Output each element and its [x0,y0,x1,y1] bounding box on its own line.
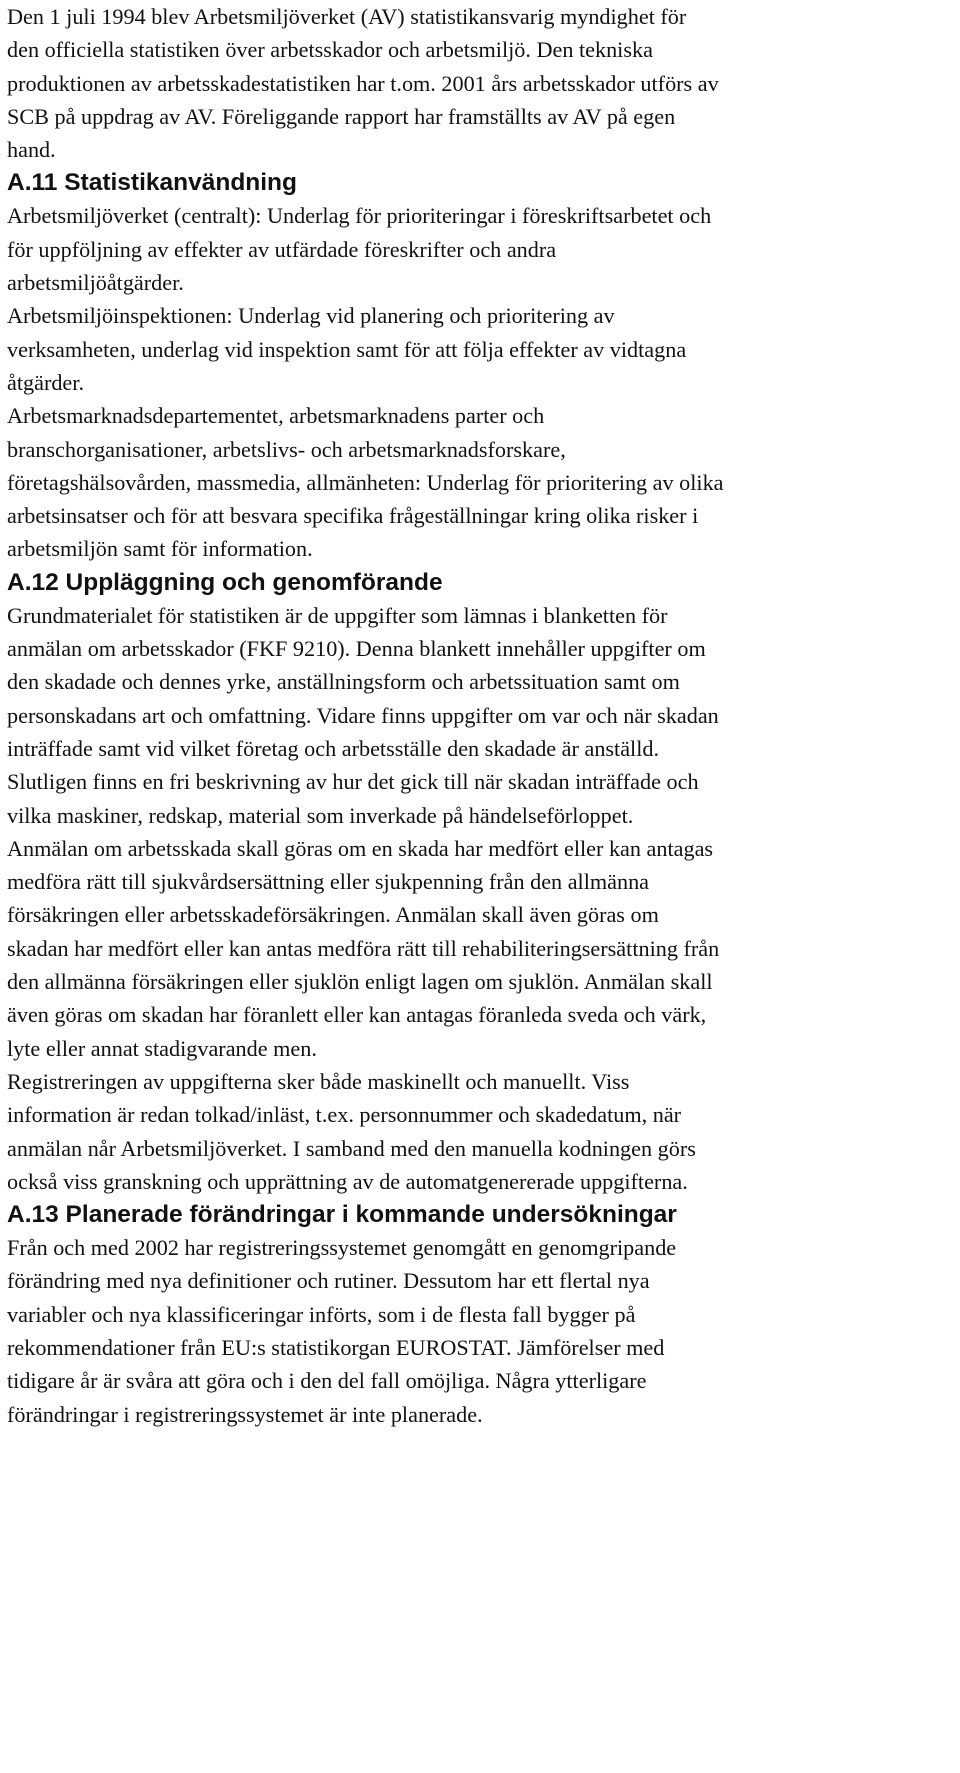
paragraph-fran-och-med-2002: Från och med 2002 har registreringssystemet genomgått en genomgripande förändring med nya definitioner och rutiner. Dessutom har ett flertal nya variabler och nya klassificeringar införts, som i de flesta fall bygger på rekommendationer från EU:s statistikorgan EUROSTAT. Jämförelser med tidigare år är svåra att göra och i den del fall omöjliga. Några ytterligare förändringar i registreringssystemet är inte planerade. [7,1235,677,1427]
intro-paragraph: Den 1 juli 1994 blev Arbetsmiljöverket (AV) statistikansvarig myndighet för den officiella statistiken över arbetsskador och arbetsmiljö. Den tekniska produktionen av arbetsskadestatistiken har t.om. 2001 års arbetsskador utförs av SCB på uppdrag av AV. Föreliggande rapport har framställts av AV på egen hand. [7,4,719,163]
section-heading-upplaggning: A.12 Uppläggning och genomförande [7,568,443,596]
section-heading-planerade-forandringar: A.13 Planerade förändringar i kommande undersökningar [7,1201,677,1229]
paragraph-registreringen: Registreringen av uppgifterna sker både maskinellt och manuellt. Viss information är redan tolkad/inläst, t.ex. personnummer och skadedatum, när anmälan når Arbetsmiljöverket. I samband med den manuella kodningen görs också viss granskning och upprättning av de automatgenererade uppgifterna. [7,1068,696,1194]
paragraph-grundmaterialet: Grundmaterialet för statistiken är de uppgifter som lämnas i blanketten för anmälan om arbetsskador (FKF 9210). Denna blankett innehåller uppgifter om den skadade och dennes yrke, anställningsform och arbetssituation samt om personskadans art och omfattning. Vidare finns uppgifter om var och när skadan inträffade samt vid vilket företag och arbetsställe den skadade är anställd. Slutligen finns en fri beskrivning av hur det gick till när skadan inträffade och vilka maskiner, redskap, material som inverkade på händelseförloppet. [7,602,719,828]
paragraph-arbetsmiljoverket: Arbetsmiljöverket (centralt): Underlag för prioriteringar i föreskriftsarbetet och för uppföljning av effekter av utfärdade föreskrifter och andra arbetsmiljöåtgärder. [7,203,712,296]
paragraph-anmalan: Anmälan om arbetsskada skall göras om en skada har medfört eller kan antagas medföra rätt till sjukvårdsersättning eller sjukpenning från den allmänna försäkringen eller arbetsskadeförsäkringen. Anmälan skall även göras om skadan har medfört eller kan antas medföra rätt till rehabiliteringsersättning från den allmänna försäkringen eller sjuklön enligt lagen om sjuklön. Anmälan skall även göras om skadan har föranlett eller kan antagas föranleda sveda och värk, lyte eller annat stadigvarande men. [7,835,720,1061]
section-heading-statistikanvandning: A.11 Statistikanvändning [7,169,297,197]
document-page [7,0,947,1431]
paragraph-arbetsmiljoinspektionen: Arbetsmiljöinspektionen: Underlag vid planering och prioritering av verksamheten, underlag vid inspektion samt för att följa effekter av vidtagna åtgärder. [7,303,687,395]
paragraph-arbetsmarknadsdepartementet: Arbetsmarknadsdepartementet, arbetsmarknadens parter och branschorganisationer, arbetslivs- och arbetsmarknadsforskare, företagshälsovården, massmedia, allmänheten: Underlag för prioritering av olika arbetsinsatser och för att besvara specifika frågeställningar kring olika risker i arbetsmiljön samt för information. [7,403,724,562]
